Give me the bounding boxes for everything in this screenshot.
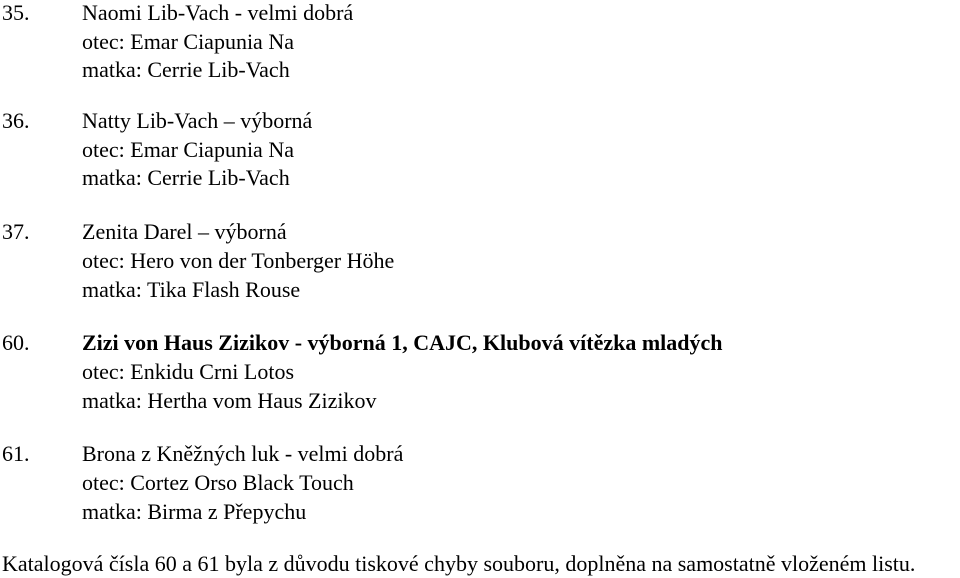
entry-name: Zizi von Haus Zizikov - výborná 1, CAJC, Klubová vítězka mladých	[82, 330, 723, 355]
entry-name: Brona z Kněžných luk - velmi dobrá	[82, 441, 404, 466]
footnote: Katalogová čísla 60 a 61 byla z důvodu tiskové chyby souboru, doplněna na samostatně vloženém listu.	[2, 551, 916, 576]
entry-number: 37.	[2, 219, 30, 244]
entry-mother: matka: Cerrie Lib-Vach	[82, 57, 290, 82]
entry-father: otec: Emar Ciapunia Na	[82, 137, 294, 162]
entry-mother: matka: Tika Flash Rouse	[82, 277, 301, 302]
entry-mother: matka: Birma z Přepychu	[82, 499, 307, 524]
entry-father: otec: Hero von der Tonberger Höhe	[82, 248, 395, 273]
entry-father: otec: Cortez Orso Black Touch	[82, 470, 354, 495]
entry-number: 60.	[2, 330, 30, 355]
entry-mother: matka: Hertha vom Haus Zizikov	[82, 388, 377, 413]
entry-number: 35.	[2, 0, 30, 25]
entry-father: otec: Emar Ciapunia Na	[82, 29, 294, 54]
entry-number: 36.	[2, 108, 30, 133]
entry-number: 61.	[2, 441, 30, 466]
entry-mother: matka: Cerrie Lib-Vach	[82, 165, 290, 190]
entry-name: Zenita Darel – výborná	[82, 219, 287, 244]
entry-name: Naomi Lib-Vach - velmi dobrá	[82, 0, 354, 25]
entry-father: otec: Enkidu Crni Lotos	[82, 359, 295, 384]
entry-name: Natty Lib-Vach – výborná	[82, 108, 313, 133]
